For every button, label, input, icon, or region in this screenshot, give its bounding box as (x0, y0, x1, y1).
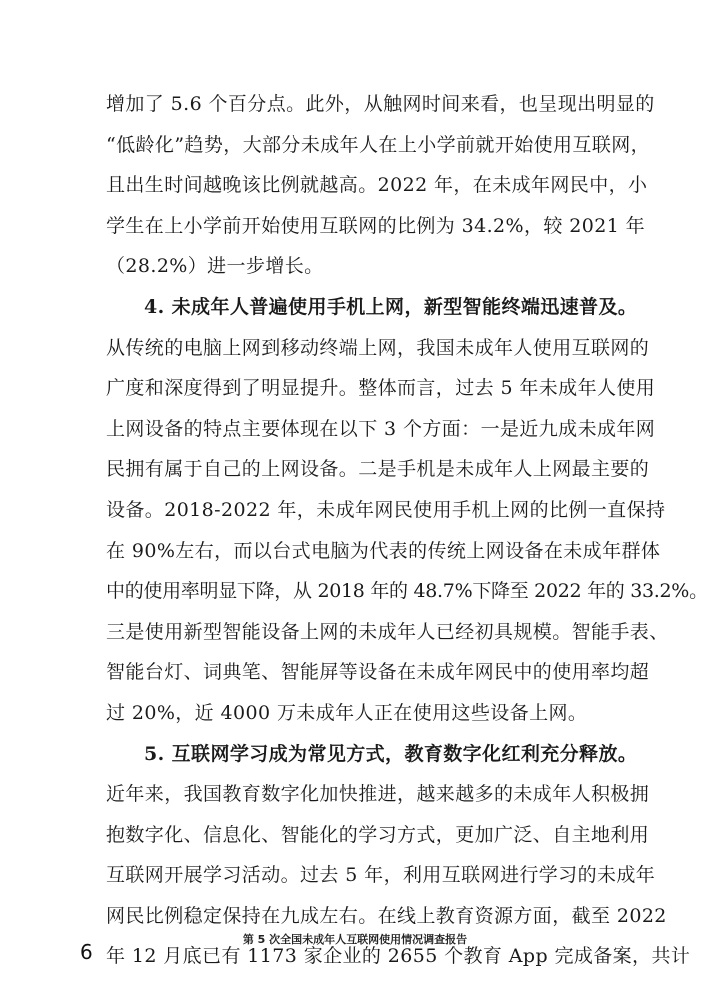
section-heading-4 (106, 287, 638, 328)
text-line: 中的使用率明显下降，从 2018 年的 48.7%下降至 2022 年的 33.2%。 (106, 580, 708, 603)
page-number: 6 (80, 940, 93, 964)
text-line: 广度和深度得到了明显提升。整体而言，过去 5 年未成年人使用 (106, 377, 656, 400)
text-line: 智能台灯、词典笔、智能屏等设备在未成年网民中的使用率均超 (106, 661, 650, 684)
text-line: 年 12 月底已有 1173 家企业的 2655 个教育 App 完成备案，共计 (106, 945, 691, 968)
text-line: 三是使用新型智能设备上网的未成年人已经初具规模。智能手表、 (106, 620, 669, 643)
text-line: 上网设备的特点主要体现在以下 3 个方面：一是近九成未成年网 (106, 417, 656, 440)
section-heading-text: 4. 未成年人普遍使用手机上网，新型智能终端迅速普及。 (144, 295, 638, 318)
text-line: 互联网开展学习活动。过去 5 年，利用互联网进行学习的未成年 (106, 864, 656, 887)
text-line: “低龄化”趋势，大部分未成年人在上小学前就开始使用互联网， (106, 133, 651, 156)
text-line: 民拥有属于自己的上网设备。二是手机是未成年人上网最主要的 (106, 458, 650, 481)
text-line: 学生在上小学前开始使用互联网的比例为 34.2%，较 2021 年 (106, 214, 646, 237)
body-text (106, 84, 708, 977)
text-line: 近年来，我国教育数字化加快推进，越来越多的未成年人积极拥 (106, 783, 650, 806)
text-line: 网民比例稳定保持在九成左右。在线上教育资源方面，截至 2022 (106, 904, 667, 927)
text-line: 增加了 5.6 个百分点。此外，从触网时间来看，也呈现出明显的 (106, 93, 655, 115)
text-line: 在 90%左右，而以台式电脑为代表的传统上网设备在未成年群体 (106, 539, 661, 562)
text-line: 过 20%，近 4000 万未成年人正在使用这些设备上网。 (106, 701, 588, 724)
text-line: 且出生时间越晚该比例就越高。2022 年，在未成年网民中，小 (106, 174, 648, 197)
section-heading-text: 5. 互联网学习成为常见方式，教育数字化红利充分释放。 (144, 742, 638, 765)
text-line: 设备。2018-2022 年，未成年网民使用手机上网的比例一直保持 (106, 498, 666, 521)
text-line: （28.2%）进一步增长。 (106, 255, 324, 278)
section-heading-5 (106, 734, 638, 775)
text-line: 抱数字化、信息化、智能化的学习方式，更加广泛、自主地利用 (106, 823, 650, 846)
report-title-footer: 第 5 次全国未成年人互联网使用情况调查报告 (242, 933, 468, 946)
text-line: 从传统的电脑上网到移动终端上网，我国未成年人使用互联网的 (106, 336, 650, 359)
